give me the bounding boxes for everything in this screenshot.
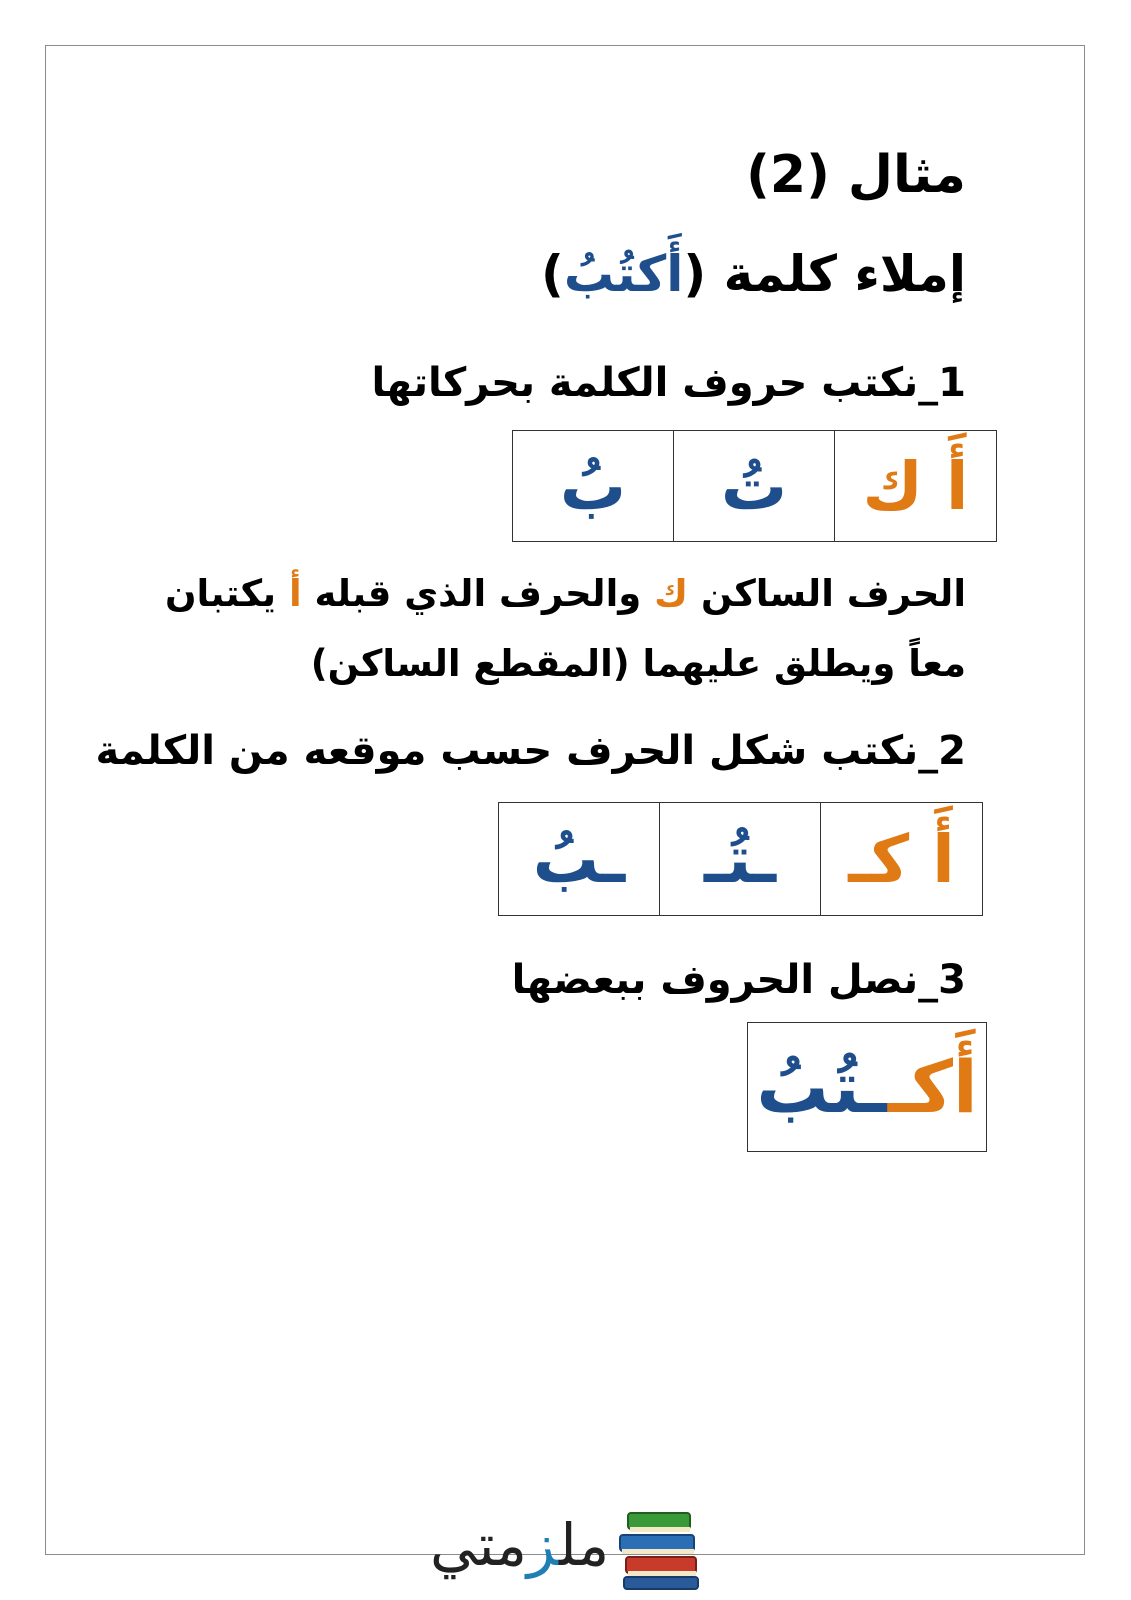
logo-text-part: مل <box>558 1511 610 1579</box>
example-title: مثال (2) <box>746 145 966 205</box>
note-alef: أ <box>288 572 302 615</box>
word-title-suffix: ) <box>540 245 564 303</box>
logo-text-part: متي <box>430 1511 527 1579</box>
sukun-note-line-1 <box>165 572 966 615</box>
note-kaf: ك <box>654 572 689 615</box>
step-1-heading: 1_نكتب حروف الكلمة بحركاتها <box>371 360 966 406</box>
books-stack-icon <box>610 1505 710 1593</box>
letter-cell-taa: تُ <box>674 431 835 541</box>
note-text: الحرف الساكن <box>688 572 966 615</box>
joined-word-part-1: أَكـ <box>886 1045 978 1129</box>
logo-text <box>430 1511 609 1579</box>
logo-text-part: ز <box>526 1511 559 1579</box>
letters-grid-vowelled <box>512 430 997 542</box>
note-text: والحرف الذي قبله <box>301 572 655 615</box>
letter-form-taa: ـتُـ <box>660 803 821 915</box>
site-logo <box>430 1505 710 1595</box>
note-text: يكتبان <box>164 572 289 615</box>
letter-cell-alef-kaf: أَ ك <box>862 447 969 525</box>
sukun-note-line-2: معاً ويطلق عليهما (المقطع الساكن) <box>310 642 966 685</box>
joined-word-part-2: ـتُبُ <box>756 1045 887 1129</box>
joined-word-box <box>747 1022 987 1152</box>
word-title-word: أَكتُبُ <box>563 245 684 303</box>
word-title-prefix: إملاء كلمة ( <box>683 245 966 303</box>
letter-form-baa: ـبُ <box>499 803 660 915</box>
step-2-heading: 2_نكتب شكل الحرف حسب موقعه من الكلمة <box>95 728 966 774</box>
letter-form-alef-kaf: أَ كـ <box>848 820 955 898</box>
letters-grid-positional <box>498 802 983 916</box>
letter-cell-baa: بُ <box>513 431 674 541</box>
step-3-heading: 3_نصل الحروف ببعضها <box>511 957 966 1003</box>
word-title <box>541 245 966 303</box>
